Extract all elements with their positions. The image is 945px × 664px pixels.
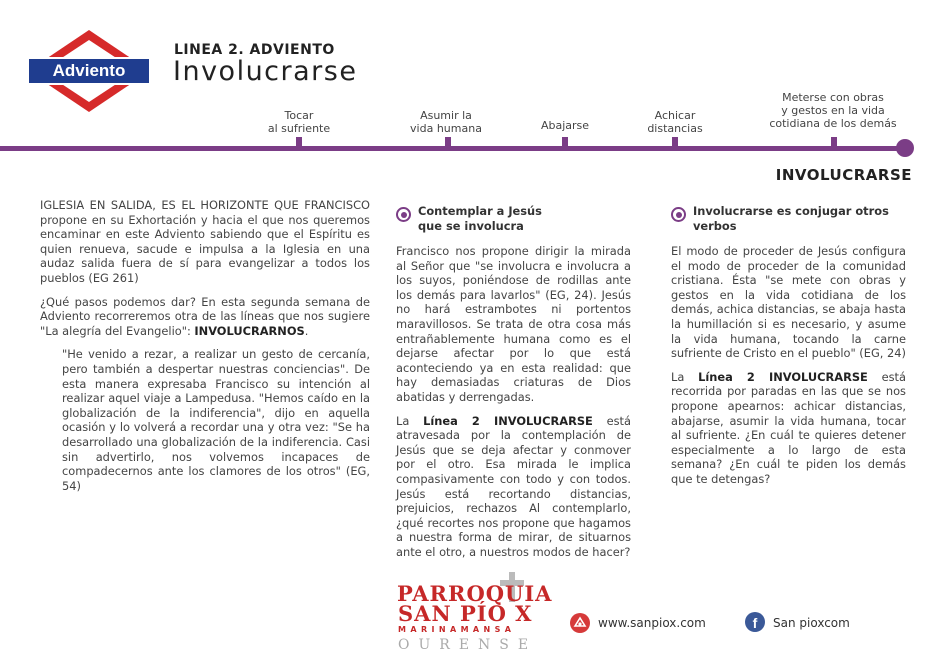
text-run: está atravesada por la contemplación de Jesús que se deja afectar y conmover por el otro. Esa mirada le implica compasivamente con todo y con todos. Jesús está recortando distancias, prejuicios, rechazos Al contemplarlo, ¿qué recortes nos propone que hagamos a nuestra forma de mirar, de situarnos ante el otro, a nuestros modos de hacer? [396,413,631,559]
timeline-track [0,146,905,151]
column-3 [671,244,906,496]
step-line: distancias [647,122,703,135]
column-1 [40,198,370,502]
bullet-icon [671,207,686,222]
parish-name-line4: OURENSE [398,637,538,653]
contemplar-paragraph: Francisco nos propone dirigir la mirada al Señor que "se involucra e involucra a los suyos, poniéndose de rodillas ante los demás para lavarlos" (EG, 24). Jesús no hará estrambotes ni portentos maravillosos. Se trata de otra cosa más entrañablemente humana como es el dejarse afectar por lo que está aconteciendo ya en esta realidad: que hay demasiadas criaturas de Dios abatidas y derrengadas. [396,244,631,404]
step-line: Abajarse [540,119,590,132]
parish-name-line2: SAN PÍO X [398,601,533,626]
facebook-link[interactable]: San pioxcom [773,616,850,630]
adviento-logo [26,28,152,114]
line-label: LINEA 2. ADVIENTO [174,42,335,58]
website-link[interactable]: www.sanpiox.com [598,616,706,630]
timeline-tick [562,137,568,147]
section-heading: INVOLUCRARSE [775,166,912,184]
text-run: está recorrida por paradas en las que se nos propone apearnos: achicar distancias, abajarse, asumir la vida humana, tocar al sufriente. ¿En cuál te quieres detener especialmente a lo largo de esta semana? ¿En cuál te piden los demás que te detengas? [671,369,906,486]
step-line: Meterse con obras [782,91,884,104]
bold-text: Línea 2 INVOLUCRARSE [698,369,868,384]
text-run: La [671,369,699,384]
intro-paragraph: IGLESIA EN SALIDA, ES EL HORIZONTE QUE FRANCISCO propone en su Exhortación y hacia el que nos queremos encaminar en este Adviento sabiendo que el Espíritu es quien renueva, sacude e impulsa a la Iglesia en una audaz salida fuera de sí para evangelizar a todos los pueblos (EG 261) [40,198,370,285]
timeline-tick [831,137,837,147]
linea-paragraph [396,414,631,560]
question-paragraph [40,295,370,339]
timeline-tick [445,137,451,147]
timeline-step-abajarse [515,119,615,132]
step-line: Asumir la [420,109,472,122]
step-line: Tocar [284,109,314,122]
text-run: . [304,323,309,338]
timeline-step-meterse [763,91,903,130]
paradas-paragraph [671,370,906,487]
step-line: Achicar [654,109,696,122]
logo-text: Adviento [52,61,126,80]
parish-name-line3: MARINAMANSA [398,625,516,634]
timeline-tick [296,137,302,147]
bold-text: Línea 2 INVOLUCRARSE [423,413,593,428]
step-line: vida humana [410,122,482,135]
timeline-tick [672,137,678,147]
step-line: y gestos en la vida [781,104,885,117]
facebook-icon: f [745,612,765,632]
modo-paragraph: El modo de proceder de Jesús configura el modo de proceder de la comunidad cristiana. Ésta "se mete con obras y gestos en la vida cotidiana de los demás, achica distancias, se abaja hasta la humillación si es necesario, y asume la vida humana, tocando la carne sufriente de Cristo en el pueblo" (EG, 24) [671,244,906,361]
bold-text: INVOLUCRARNOS [194,323,305,338]
timeline-step-tocar [249,109,349,135]
step-line: al sufriente [267,122,331,135]
bullet-icon [396,207,411,222]
quote-paragraph: "He venido a rezar, a realizar un gesto de cercanía, pero también a despertar nuestras conciencias". De esta manera expresaba Francisco su intención al realizar aquel viaje a Lampedusa. "Hemos caído en la globalización de la indiferencia", dijo en aquella ocasión y lo volverá a recordar una y otra vez: "Se ha desarrollado una globalización de la indiferencia. Casi sin advertirlo, nos volvemos incapaces de compadecernos ante los clamores de los otros" (EG, 54) [62,347,370,493]
parish-name-line1: PARROQUIA [397,581,553,606]
timeline-step-achicar [625,109,725,135]
timeline-end-dot [896,139,914,157]
text-run: ¿Qué pasos podemos dar? En esta segunda semana de Adviento recorreremos otra de las líneas que nos sugiere "La alegría del Evangelio": [40,294,370,338]
web-icon [570,613,590,633]
column-2 [396,244,631,568]
column-3-heading: Involucrarse es conjugar otros verbos [693,204,889,233]
text-run: La [396,413,424,428]
timeline-step-asumir [396,109,496,135]
column-2-heading: Contemplar a Jesús que se involucra [418,204,542,233]
page-title: Involucrarse [173,56,358,87]
step-line: cotidiana de los demás [769,117,897,130]
